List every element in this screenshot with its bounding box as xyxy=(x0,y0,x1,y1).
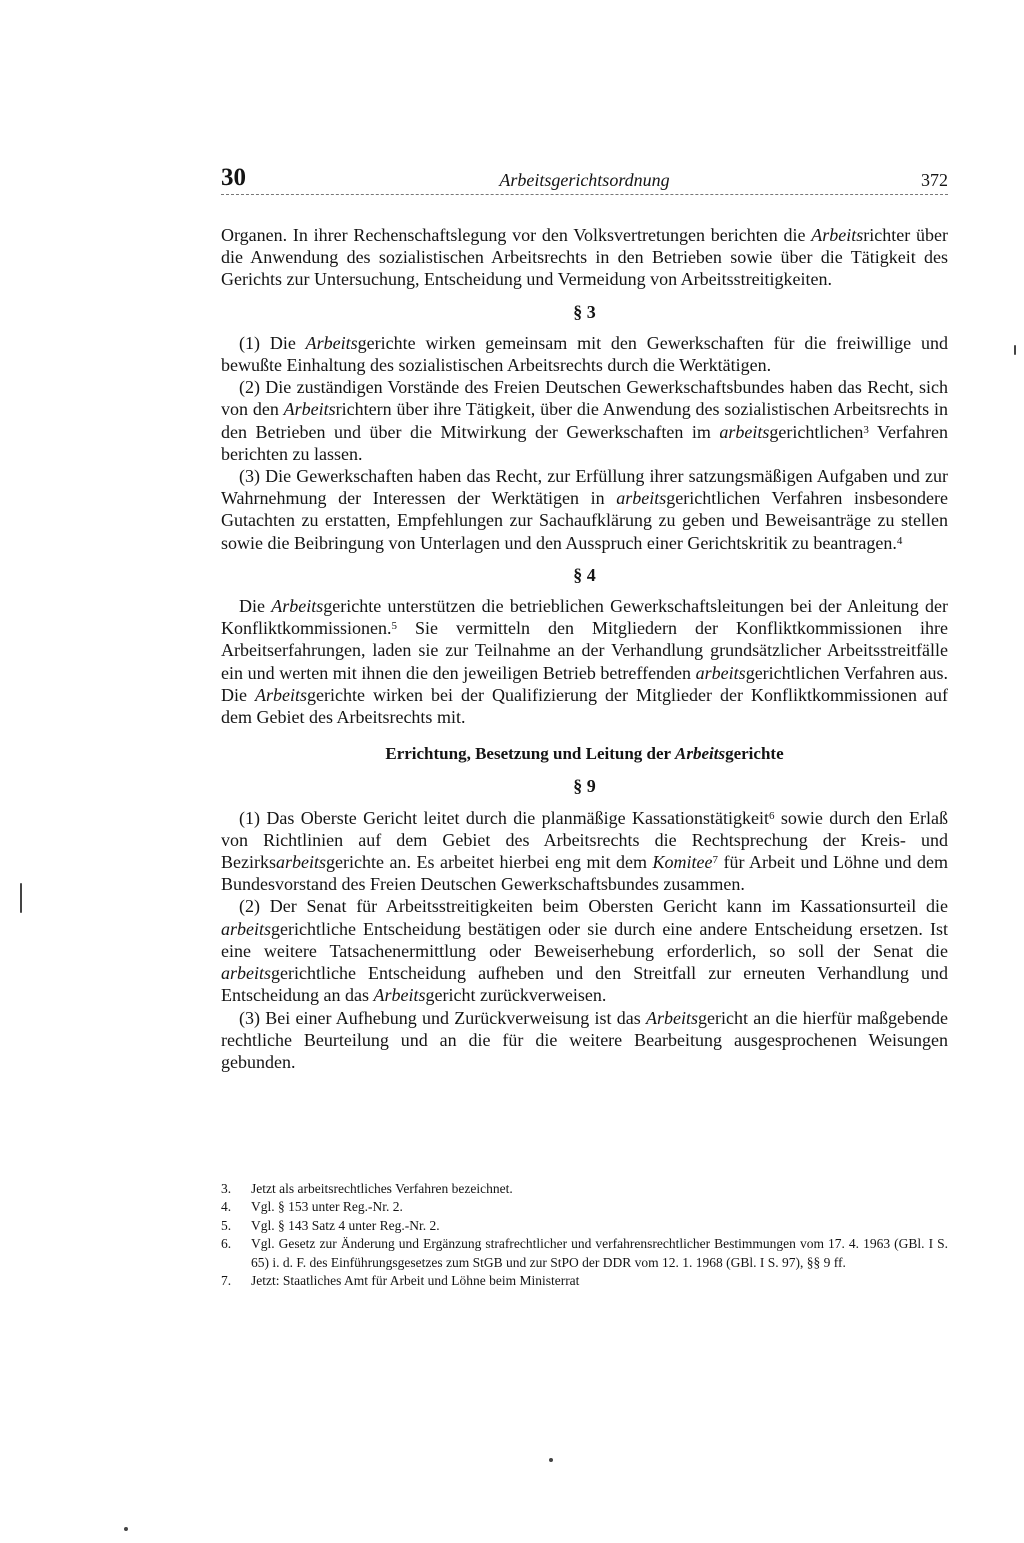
italic-run: Arbeits xyxy=(305,332,358,353)
italic-run: Arbeits xyxy=(373,985,426,1006)
main-text xyxy=(221,224,948,1073)
footnote-ref-6: 6 xyxy=(768,809,775,822)
text-run: (1) Die xyxy=(239,332,306,353)
text-run: Sie vermitteln den Mitgliedern der Konfliktkommissionen ihre Arbeitserfahrungen, laden sie zur Teilnahme an der Verhandlung grundsätzlicher Arbeitsstreitfälle ein und werten mit ihnen die den jeweiligen Betrieb betreffenden xyxy=(221,618,948,683)
paragraph-9-2 xyxy=(221,895,948,1006)
text-run: gericht an die hierfür maßgebende rechtliche Beurteilung und an die für die weitere Bearbeitung ausgesprochenen Weisungen gebunden. xyxy=(221,1007,948,1072)
footnote-number: 4. xyxy=(221,1199,232,1215)
footnote-text: Jetzt: Staatliches Amt für Arbeit und Löhne beim Ministerrat xyxy=(251,1273,580,1289)
footnote-6 xyxy=(221,1235,948,1272)
text-run: gerichte xyxy=(725,744,784,764)
footnote-5 xyxy=(221,1217,948,1235)
footnote-text: Jetzt als arbeitsrechtliches Verfahren bezeichnet. xyxy=(251,1181,513,1196)
footnote-ref-3: 3 xyxy=(863,423,869,436)
footnote-text: Vgl. § 143 Satz 4 unter Reg.-Nr. 2. xyxy=(251,1217,440,1233)
text-run: gerichte wirken bei der Qualifizierung der Mitglieder der Konfliktkommissionen auf dem Gebiet des Arbeitsrechts mit. xyxy=(221,684,948,728)
italic-run: Arbeits xyxy=(283,399,336,420)
footnote-number: 5. xyxy=(221,1217,232,1233)
italic-run: Komitee xyxy=(652,852,713,873)
footnote-3 xyxy=(221,1180,948,1198)
text-run: (2) Der Senat für Arbeitsstreitigkeiten beim Obersten Gericht kann im Kassationsurteil die xyxy=(239,896,948,917)
footnote-ref-4: 4 xyxy=(896,534,903,547)
footnote-ref-5: 5 xyxy=(391,620,397,633)
text-run: gerichtlichen xyxy=(769,421,864,442)
text-run: gerichte wirken gemeinsam mit den Gewerkschaften für die freiwillige und bewußte Einhaltung des sozialistischen Arbeitsrechts durch die Werktätigen. xyxy=(221,332,948,376)
paragraph-9-3 xyxy=(221,1007,948,1074)
paragraph-3-1 xyxy=(221,332,948,376)
speck xyxy=(124,1527,128,1531)
italic-run: Arbeits xyxy=(255,684,308,705)
footnote-text: Vgl. § 153 unter Reg.-Nr. 2. xyxy=(251,1199,403,1215)
italic-run: Arbeits xyxy=(646,1007,699,1028)
page-number-left: 30 xyxy=(221,164,246,191)
text-run: Verfahren berichten zu lassen. xyxy=(221,421,948,464)
text-run: gerichte an. Es arbeitet hierbei eng mit dem xyxy=(326,852,653,873)
italic-run: arbeits xyxy=(616,488,667,509)
running-title: Arbeitsgerichtsordnung xyxy=(499,170,670,190)
page-number-right: 372 xyxy=(921,170,948,190)
paragraph-3-2 xyxy=(221,376,948,465)
italic-run: Arbeits xyxy=(811,225,864,245)
italic-run: arbeits xyxy=(719,421,770,442)
footnote-4 xyxy=(221,1198,948,1216)
text-run: gericht zurückverweisen. xyxy=(425,985,607,1006)
text-run: Organen. In ihrer Rechenschaftslegung vor den Volksvertretungen berichten die xyxy=(221,225,812,245)
intro-paragraph xyxy=(221,224,948,291)
section-heading-3: § 3 xyxy=(573,301,596,322)
text-run: richtern über ihre Tätigkeit, über die Anwendung des sozialistischen Arbeitsrechts in den Betrieben und über die Mitwirkung der Gewerkschaften im xyxy=(221,399,948,442)
paragraph-4 xyxy=(221,595,948,728)
footnotes xyxy=(221,1180,948,1290)
italic-run: arbeits xyxy=(221,918,272,939)
section-heading-4: § 4 xyxy=(573,564,596,585)
text-run: für Arbeit und Löhne und dem Bundesvorstand des Freien Deutschen Gewerkschaftsbundes zusammen. xyxy=(221,852,948,895)
text-run: gerichtlichen Verfahren insbesondere Gutachten zu erstatten, Empfehlungen zur Sachaufklärung zu geben und Beweisanträge zu stellen sowie die Beibringung von Unterlagen und den Ausspruch einer Gerichtskritik zu beantragen. xyxy=(221,488,948,553)
page-header xyxy=(221,164,948,195)
speck xyxy=(1014,345,1016,355)
footnote-number: 3. xyxy=(221,1181,232,1196)
footnote-number: 6. xyxy=(221,1236,232,1252)
text-run: gerichte unterstützen die betrieblichen Gewerkschaftsleitungen bei der Anleitung der Konfliktkommissionen. xyxy=(221,596,948,639)
text-run: richter über die Anwendung des sozialistischen Arbeitsrechts in den Betrieben sowie über die Tätigkeit des Gerichts zur Untersuchung, Entscheidung und Vermeidung von Arbeitsstreitigkeiten. xyxy=(221,225,949,290)
paragraph-3-3 xyxy=(221,465,948,554)
text-run: (1) Das Oberste Gericht leitet durch die planmäßige Kassationstätigkeit xyxy=(239,807,769,828)
text-run: gerichtlichen Verfahren aus. Die xyxy=(221,662,948,705)
italic-run: Arbeits xyxy=(271,596,324,617)
chapter-heading xyxy=(221,743,948,765)
footnote-text: Vgl. Gesetz zur Änderung und Ergänzung strafrechtlicher und verfahrensrechtlicher Bestimmungen vom 17. 4. 1963 (GBl. I S. 65) i. d. F. des Einführungsgesetzes zum StGB und zur StPO der DDR vom 12. 1. 1968 (GBl. I S. 97), §§ 9 ff. xyxy=(251,1236,948,1270)
section-heading-9: § 9 xyxy=(573,776,596,797)
text-run: (2) Die zuständigen Vorstände des Freien Deutschen Gewerkschaftsbundes haben das Recht, sich von den xyxy=(221,377,948,420)
text-run: sowie durch den Erlaß von Richtlinien auf dem Gebiet des Arbeitsrechts die Rechtsprechung der Kreis- und Bezirks xyxy=(221,807,948,873)
paragraph-9-1 xyxy=(221,807,948,896)
italic-run: arbeits xyxy=(695,662,746,683)
footnote-7 xyxy=(221,1272,948,1290)
text-run: gerichtliche Entscheidung aufheben und den Streitfall zur erneuten Verhandlung und Entscheidung an das xyxy=(221,963,948,1006)
footnote-number: 7. xyxy=(221,1273,232,1289)
text-run: gerichtliche Entscheidung bestätigen oder sie durch eine andere Entscheidung ersetzen. Ist eine weitere Tatsachenermittlung oder Beweiserhebung erforderlich, so soll der Senat die xyxy=(221,918,948,961)
text-run: (3) Bei einer Aufhebung und Zurückverweisung ist das xyxy=(239,1007,647,1028)
speck xyxy=(549,1458,553,1462)
speck xyxy=(20,883,22,913)
italic-run: Arbeits xyxy=(675,744,726,764)
italic-run: arbeits xyxy=(275,852,326,873)
text-run: Die xyxy=(239,596,272,617)
italic-run: arbeits xyxy=(221,963,272,984)
footnote-ref-7: 7 xyxy=(712,854,718,867)
text-run: (3) Die Gewerkschaften haben das Recht, zur Erfüllung ihrer satzungsmäßigen Aufgaben und zur Wahrnehmung der Interessen der Werktätigen in xyxy=(221,466,948,509)
text-run: Errichtung, Besetzung und Leitung der xyxy=(385,744,676,764)
